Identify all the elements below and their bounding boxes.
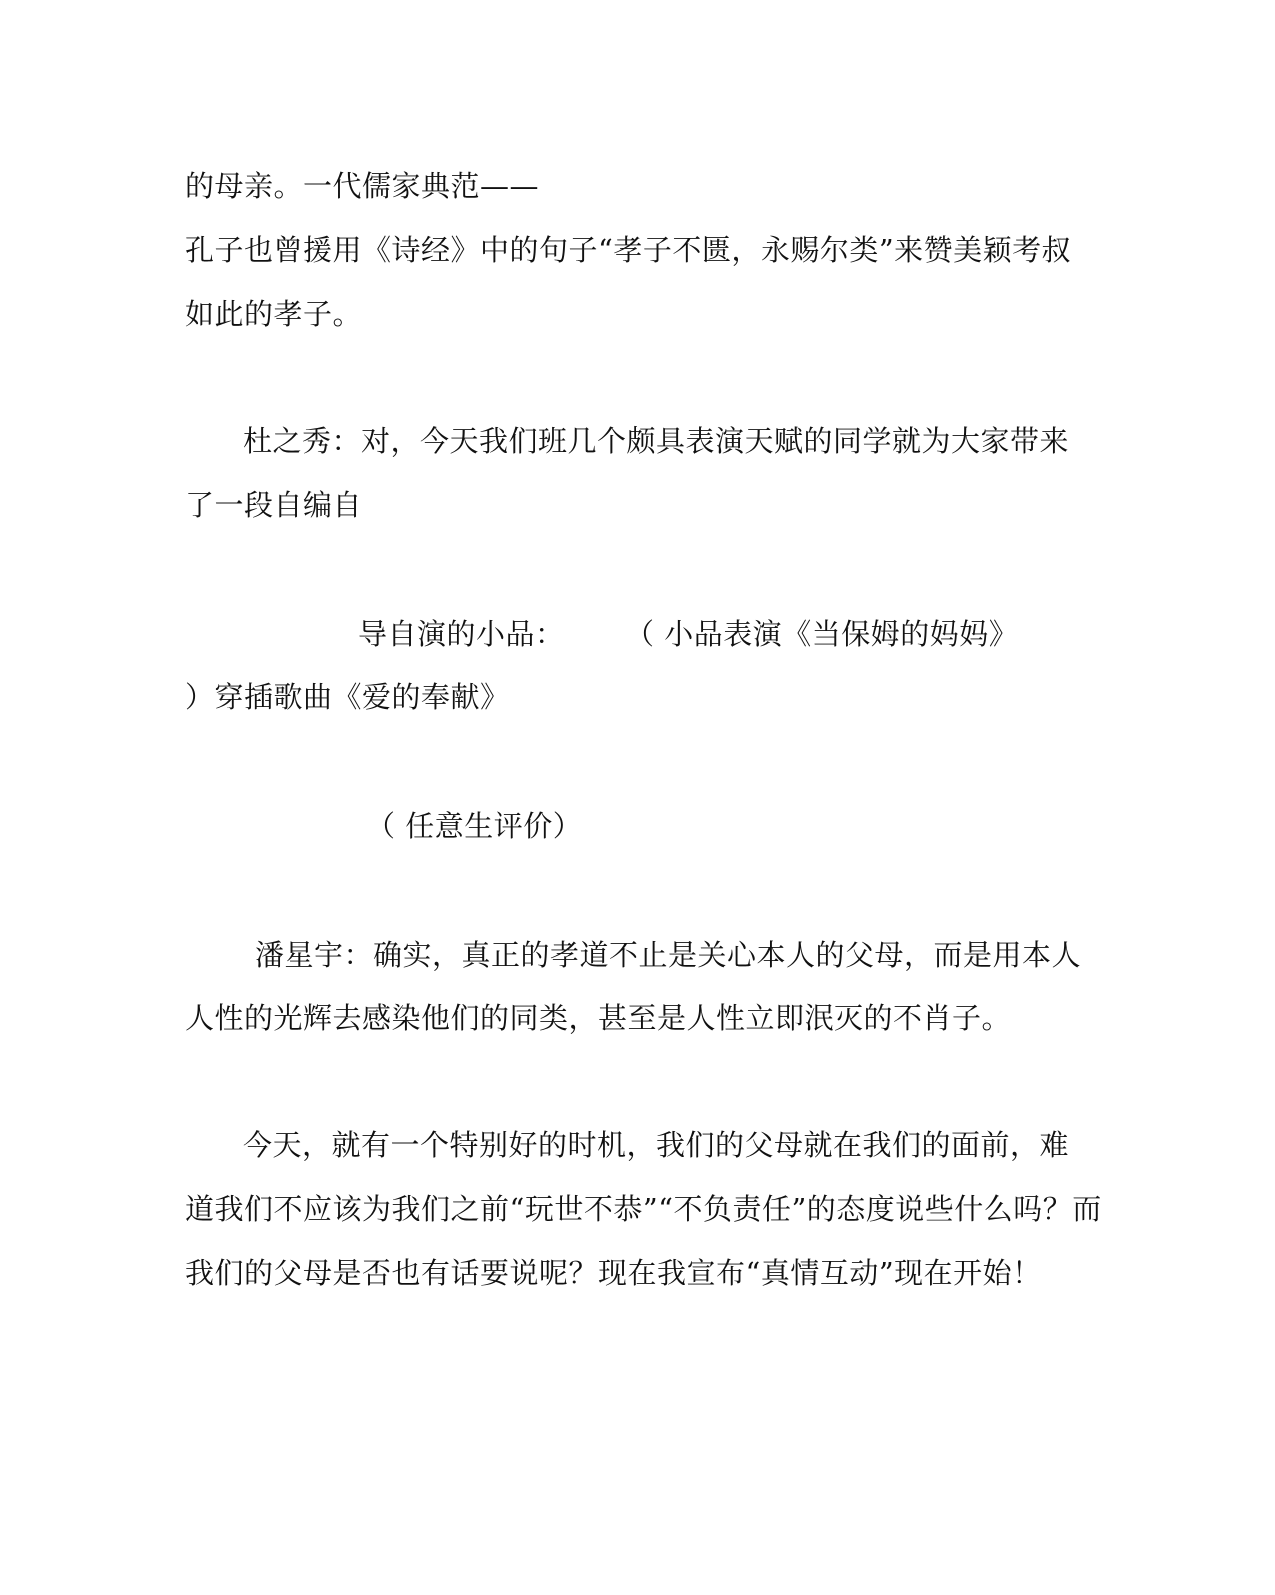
text-line: （ 小品表演《当保姆的妈妈》 xyxy=(625,617,1019,651)
text-line: 的母亲。一代儒家典范—— xyxy=(185,169,540,203)
text-line: 孔子也曾援用《诗经》中的句子“孝子不匮，永赐尔类”来赞美颖考叔 xyxy=(185,233,1072,267)
text-line: 如此的孝子。 xyxy=(185,297,363,331)
text-line: 今天，就有一个特别好的时机，我们的父母就在我们的面前，难 xyxy=(243,1128,1070,1162)
text-line: 潘星宇：确实，真正的孝道不止是关心本人的父母，而是用本人 xyxy=(255,938,1082,972)
text-line: 人性的光辉去感染他们的同类，甚至是人性立即泯灭的不肖子。 xyxy=(185,1001,1012,1035)
text-line: 杜之秀：对，今天我们班几个颇具表演天赋的同学就为大家带来 xyxy=(243,424,1070,458)
text-line: 了一段自编自 xyxy=(185,488,363,522)
text-line: （ 任意生评价） xyxy=(366,809,583,843)
text-line: 我们的父母是否也有话要说呢？现在我宣布“真情互动”现在开始！ xyxy=(185,1256,1042,1290)
text-line: ）穿插歌曲《爱的奉献》 xyxy=(185,680,510,714)
text-line: 导自演的小品： xyxy=(358,617,565,651)
text-line: 道我们不应该为我们之前“玩世不恭”“不负责任”的态度说些什么吗？而 xyxy=(185,1192,1102,1226)
